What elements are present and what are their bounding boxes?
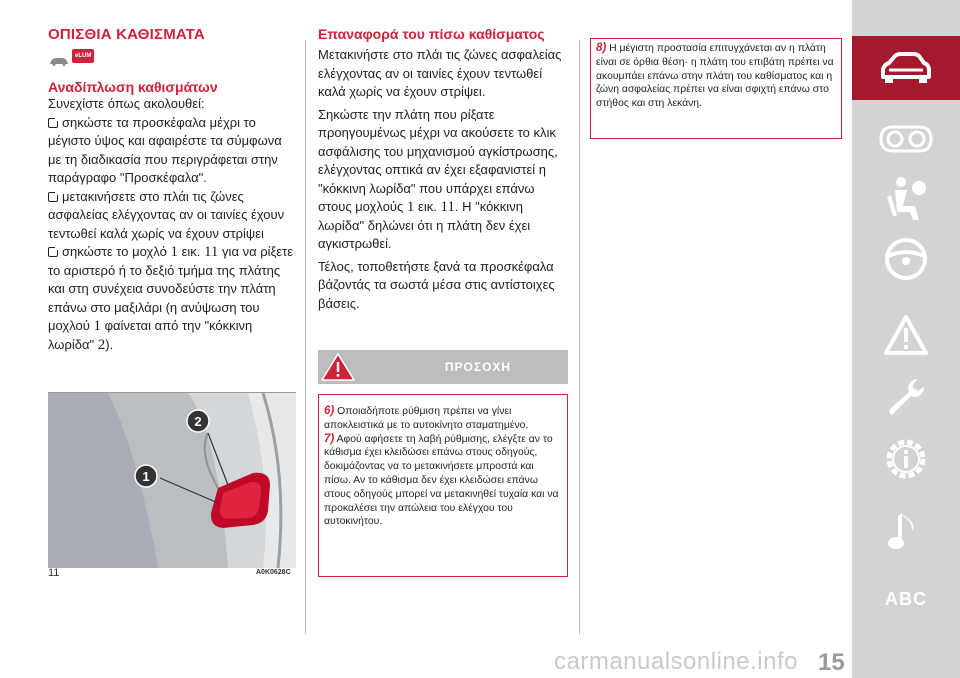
note-8 (590, 38, 842, 139)
middle-column (318, 26, 570, 313)
chapter-tab-driving[interactable] (852, 228, 960, 290)
wrench-icon (884, 375, 928, 419)
lever-ref: 1 (406, 199, 415, 215)
callout-2-label: 2 (194, 414, 202, 429)
step-2-text: μετακινήσετε στο πλάι τις ζώνες ασφαλείας ελέγχοντας αν οι ταινίες έχουν τεντωθεί καλά χωρίς να έχουν στρίψει (48, 188, 285, 241)
gear-info-icon (882, 435, 930, 483)
step-1-text: σηκώστε τα προσκέφαλα μέχρι το μέγιστο ύψος και αφαιρέστε τα σύμφωνα με τη διαδικασία που περιγράφεται στην παράγραφο "Προσκέφαλα". (48, 114, 282, 185)
restore-seat-title: Επαναφορά του πίσω καθίσματος (318, 26, 545, 42)
figure-ref: 11 (440, 199, 455, 215)
note-text: Οποιαδήποτε ρύθμιση πρέπει να γίνει αποκλειστικά με το αυτοκίνητο σταματημένο. (324, 406, 529, 431)
restore-paragraph-1: Μετακινήστε στο πλάι τις ζώνες ασφαλείας ελέγχοντας αν οι ταινίες έχουν τεντωθεί καλά χωρίς να έχουν στρίψει. (318, 47, 562, 99)
restore-seat-body (318, 46, 570, 313)
note-text: Αφού αφήσετε τη λαβή ρύθμισης, ελέγξτε αν το κάθισμα έχει κλειδώσει επάνω στους οδηγούς, δοκιμάζοντας να το μετακινήσετε μπροστά και πίσω. Αν το κάθισμα δεν έχει κλειδώσει επάνω στους οδηγούς μπορεί να μετακινηθεί τυχαία και να προκαλέσει την απώλεια του ελέγχου του αυτοκινήτου. (324, 433, 559, 528)
figure-number: 11 (48, 567, 60, 579)
steps-body (48, 95, 296, 354)
step-3-text: ). (105, 336, 114, 352)
chapter-tab-multimedia[interactable] (852, 500, 960, 562)
step-3-text: σηκώστε το μοχλό (62, 244, 171, 259)
steering-wheel-icon (883, 236, 929, 282)
car-icon (877, 51, 935, 85)
warning-title: ΠΡΟΣΟΧΗ (444, 360, 512, 374)
restore-paragraph-3: Τέλος, τοποθετήστε ξανά τα προσκέφαλα βάζοντάς τα σωστά μέσα στις αντίστοιχες βάσεις. (318, 258, 555, 311)
note-text: Η μέγιστη προστασία επιτυγχάνεται αν η πλάτη είναι σε όρθια θέση· η πλάτη του επιβάτη πρέπει να ακουμπάει επάνω στην πλάτη του καθίσματος και η ζώνη ασφαλείας πρέπει να είναι σφιχτή επάνω στο στήθος και στη λεκάνη. (596, 43, 834, 110)
warning-header (318, 350, 568, 384)
note-number: 7) (324, 432, 335, 445)
airbag-seat-icon (881, 176, 931, 222)
seat-lever-illustration (48, 393, 296, 568)
restore-paragraph-2: Σηκώστε την πλάτη που ρίξατε προηγουμένως μέχρι να ακούσετε το κλικ ασφάλισης του μηχανισμού αγκίστρωσης, ελέγχοντας οπτικά αν έχει εξαφανιστεί η "κόκκινη λωρίδα" που υπάρχει επάνω στους μοχλούς 1 εικ. 11. Η "κόκκινη λωρίδα" δηλώνει ότι η πλάτη δεν έχει αγκιστρωθεί. (318, 106, 558, 251)
step-2 (48, 188, 296, 244)
elum-badge-row (48, 49, 296, 73)
figure-code: A0K0628C (256, 569, 291, 576)
bullet-icon (48, 118, 58, 128)
step-3-text: για να ρίξετε το αριστερό ή το δεξιό τμήμα της πλάτης και στη συνέχεια συνοδεύστε την πλάτη επάνω στο μαξιλάρι (η ανύψωση του μοχλού (48, 244, 294, 333)
bullet-icon (48, 247, 58, 257)
warning-icon (318, 350, 378, 384)
note-number: 6) (324, 405, 335, 417)
step-1 (48, 114, 296, 188)
seat-lever-figure (48, 392, 296, 568)
music-note-icon (886, 509, 926, 553)
step-3-text: εικ. (177, 244, 204, 259)
page-number: 15 (818, 649, 845, 676)
step-3-text: φαίνεται από την "κόκκινη λωρίδα" (48, 318, 253, 352)
callout-1-label: 1 (142, 469, 150, 484)
warning-triangle-icon (883, 314, 929, 356)
intro-text: Συνεχίστε όπως ακολουθεί: (48, 96, 205, 111)
chapter-tab-dashboard[interactable] (852, 108, 960, 170)
gauges-icon (877, 124, 935, 154)
chapter-tab-technical[interactable] (852, 428, 960, 490)
index-label: ABC (885, 588, 927, 609)
column-divider (579, 40, 580, 634)
subsection-title: Αναδίπλωση καθισμάτων (48, 79, 218, 95)
chapter-tab-car[interactable] (852, 36, 960, 100)
note-7 (324, 433, 562, 530)
figure-ref: 11 (203, 244, 219, 260)
section-title: ΟΠΙΣΘΙΑ ΚΑΘΙΣΜΑΤΑ (48, 26, 205, 43)
red-strip-ref: 2 (97, 336, 106, 353)
chapter-tab-maintenance[interactable] (852, 366, 960, 428)
warning-notes (318, 394, 568, 577)
chapter-tab-warnings[interactable] (852, 304, 960, 366)
column-divider (305, 40, 306, 634)
elum-badge: eLUM (72, 49, 94, 63)
watermark: carmanualsonline.info (554, 648, 798, 675)
bullet-icon (48, 192, 58, 202)
chapter-sidebar (852, 0, 960, 678)
lever-ref: 1 (170, 244, 178, 260)
note-6 (324, 405, 562, 433)
left-column (48, 26, 296, 354)
lever-ref: 1 (93, 318, 101, 334)
step-3 (48, 243, 296, 354)
car-icon (48, 56, 70, 66)
note-number: 8) (596, 42, 607, 54)
chapter-tab-index[interactable] (852, 568, 960, 630)
chapter-tab-safety[interactable] (852, 168, 960, 230)
